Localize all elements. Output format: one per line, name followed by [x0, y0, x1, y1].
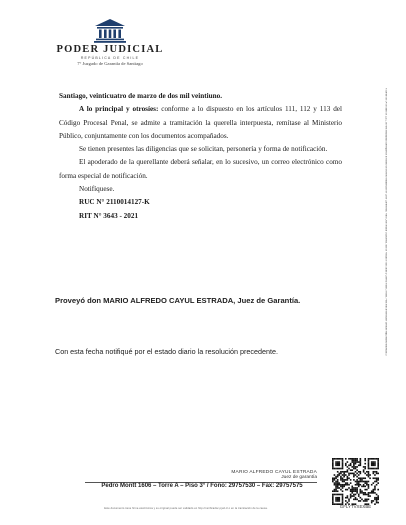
institution-brand — [40, 44, 180, 66]
date-line: Santiago, veinticuatro de marzo de dos mil veintiuno. — [59, 92, 222, 100]
principal-label: A lo principal y otrosíes: — [79, 105, 159, 114]
institution-name: PODER JUDICIAL — [56, 44, 164, 55]
footer-fine-print: Este documento tiene firma electrónica y su original puede ser validado en http://verificadoc.pjud.cl o en la tramitación de la causa. — [104, 507, 268, 510]
qr-code-label: GFLYTVXEXBE — [339, 504, 372, 509]
ruc-line: RUC N° 2110014127-K — [79, 198, 150, 207]
rit-line: RIT N° 3643 - 2021 — [79, 211, 139, 220]
court-address: Pedro Montt 1606 – Torre A – Piso 3° / Fono: 29757530 – Fax: 29757575 — [101, 483, 303, 489]
court-name: 7° Juzgado de Garantía de Santiago — [77, 61, 143, 66]
courthouse-logo-icon — [94, 19, 126, 43]
principal-text: conforme a lo dispuesto en los artículos 111, 112 y 113 del Código Procesal Penal, se admite a tramitación la querella interpuesta, remítase al Ministerio Público, conjuntamente con los documentos acompañados. — [59, 105, 342, 140]
paragraph-diligencias: Se tienen presentes las diligencias que se solicitan, personería y forma de notificación. — [79, 145, 328, 154]
qr-code-icon — [332, 458, 379, 505]
notification-note: Con esta fecha notifiqué por el estado diario la resolución precedente. — [55, 347, 278, 356]
side-note — [381, 88, 387, 458]
resolution-body — [59, 90, 342, 223]
proveyo-line: Proveyó don MARIO ALFREDO CAYUL ESTRADA, Juez de Garantía. — [55, 296, 301, 305]
country-name: REPÚBLICA DE CHILE — [80, 56, 140, 60]
paragraph-principal — [59, 103, 342, 143]
notify-line: Notifíquese. — [79, 185, 115, 194]
signature-block — [184, 470, 317, 480]
signer-name: MARIO ALFREDO CAYUL ESTRADA — [231, 470, 317, 475]
signer-role: Juez de garantía — [281, 475, 317, 480]
paragraph-correo: El apoderado de la querellante deberá señalar, en lo sucesivo, un correo electrónico como forma especial de notificación. — [59, 158, 342, 180]
side-note-text: A contar del 04 de abril de 2021, la hora visualizada corresponde al horario de invierno establecido en Chile Continental. Para Chile Insular Occidental, Isla de Pascua e Isla Salas y Gómez restar 2 horas. Para más información consulte http://www.horaoficial.cl — [384, 88, 387, 356]
